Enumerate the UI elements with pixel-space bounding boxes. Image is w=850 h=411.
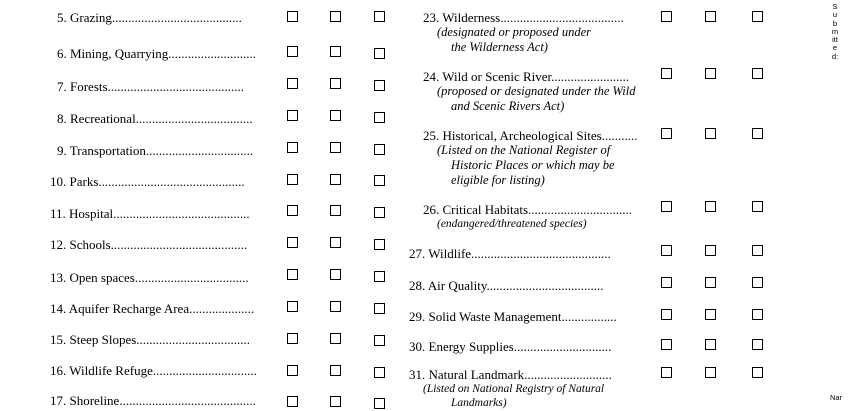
checkbox-24-c[interactable] [752, 68, 763, 79]
right-item-23: 23. Wilderness...................................... [423, 10, 624, 25]
checkbox-28-c[interactable] [752, 277, 763, 288]
checkbox-12-c[interactable] [374, 239, 385, 250]
checkbox-10-c[interactable] [374, 175, 385, 186]
checkbox-15-c[interactable] [374, 335, 385, 346]
checkbox-14-b[interactable] [330, 301, 341, 312]
checkbox-9-c[interactable] [374, 144, 385, 155]
checkbox-5-b[interactable] [330, 11, 341, 22]
checkbox-30-c[interactable] [752, 339, 763, 350]
right-item-25: 25. Historical, Archeological Sites........... [423, 128, 638, 143]
checkbox-7-a[interactable] [287, 78, 298, 89]
right-item-31-note-2: Landmarks) [451, 397, 507, 409]
checkbox-13-b[interactable] [330, 269, 341, 280]
checkbox-16-b[interactable] [330, 365, 341, 376]
checkbox-14-a[interactable] [287, 301, 298, 312]
right-item-31: 31. Natural Landmark........................... [409, 367, 612, 382]
checkbox-13-c[interactable] [374, 271, 385, 282]
right-item-23-note-2: the Wilderness Act) [451, 40, 548, 54]
checkbox-29-a[interactable] [661, 309, 672, 320]
checkbox-7-b[interactable] [330, 78, 341, 89]
right-item-25-note-3: eligible for listing) [451, 173, 545, 187]
left-item-13: 13. Open spaces................................... [50, 270, 249, 285]
right-item-24: 24. Wild or Scenic River........................ [423, 69, 630, 84]
checkbox-17-a[interactable] [287, 396, 298, 407]
checkbox-31-c[interactable] [752, 367, 763, 378]
left-item-8: 8. Recreational.................................... [57, 111, 253, 126]
right-item-25-note-2: Historic Places or which may be [451, 158, 615, 172]
checkbox-27-b[interactable] [705, 245, 716, 256]
submitted-letter: b [832, 18, 838, 28]
checkbox-12-b[interactable] [330, 237, 341, 248]
right-item-31-note-1: (Listed on National Registry of Natural [423, 383, 605, 395]
checkbox-30-a[interactable] [661, 339, 672, 350]
left-item-12: 12. Schools.......................................... [50, 237, 248, 252]
right-item-26-note-1: (endangered/threatened species) [437, 218, 587, 230]
checkbox-17-b[interactable] [330, 396, 341, 407]
checkbox-26-a[interactable] [661, 201, 672, 212]
submitted-letter: m [831, 26, 839, 36]
checkbox-14-c[interactable] [374, 303, 385, 314]
checkbox-28-a[interactable] [661, 277, 672, 288]
submitted-vertical-label [828, 3, 842, 61]
checkbox-28-b[interactable] [705, 277, 716, 288]
checkbox-8-c[interactable] [374, 112, 385, 123]
checkbox-25-a[interactable] [661, 128, 672, 139]
checkbox-12-a[interactable] [287, 237, 298, 248]
checkbox-29-c[interactable] [752, 309, 763, 320]
name-label-cut: Nar [830, 393, 843, 402]
checkbox-23-c[interactable] [752, 11, 763, 22]
submitted-letter: S [832, 2, 838, 11]
checkbox-24-a[interactable] [661, 68, 672, 79]
left-item-10: 10. Parks............................................. [50, 174, 245, 189]
checkbox-8-b[interactable] [330, 110, 341, 121]
checkbox-11-b[interactable] [330, 205, 341, 216]
checkbox-27-a[interactable] [661, 245, 672, 256]
checkbox-23-a[interactable] [661, 11, 672, 22]
checkbox-15-a[interactable] [287, 333, 298, 344]
right-item-29: 29. Solid Waste Management................. [409, 309, 617, 324]
checkbox-16-a[interactable] [287, 365, 298, 376]
checkbox-6-b[interactable] [330, 46, 341, 57]
checkbox-26-c[interactable] [752, 201, 763, 212]
checkbox-25-c[interactable] [752, 128, 763, 139]
right-item-26: 26. Critical Habitats................................ [423, 202, 633, 217]
left-item-5: 5. Grazing........................................ [57, 10, 242, 25]
checkbox-5-a[interactable] [287, 11, 298, 22]
checkbox-31-a[interactable] [661, 367, 672, 378]
left-item-6: 6. Mining, Quarrying........................... [57, 46, 256, 61]
left-item-7: 7. Forests.......................................... [57, 79, 245, 94]
checkbox-15-b[interactable] [330, 333, 341, 344]
checkbox-6-c[interactable] [374, 48, 385, 59]
checkbox-24-b[interactable] [705, 68, 716, 79]
checkbox-11-a[interactable] [287, 205, 298, 216]
right-item-28: 28. Air Quality.................................... [409, 278, 604, 293]
submitted-letter: d: [831, 51, 839, 61]
checkbox-31-b[interactable] [705, 367, 716, 378]
checkbox-7-c[interactable] [374, 80, 385, 91]
checkbox-9-b[interactable] [330, 142, 341, 153]
right-item-27: 27. Wildlife........................................... [409, 246, 611, 261]
checkbox-9-a[interactable] [287, 142, 298, 153]
checkbox-26-b[interactable] [705, 201, 716, 212]
checkbox-13-a[interactable] [287, 269, 298, 280]
checkbox-10-a[interactable] [287, 174, 298, 185]
submitted-letter: u [832, 10, 838, 20]
checkbox-16-c[interactable] [374, 367, 385, 378]
checkbox-30-b[interactable] [705, 339, 716, 350]
left-item-9: 9. Transportation................................. [57, 143, 254, 158]
checkbox-5-c[interactable] [374, 11, 385, 22]
checkbox-25-b[interactable] [705, 128, 716, 139]
left-item-11: 11. Hospital.......................................... [50, 206, 250, 221]
right-item-30: 30. Energy Supplies.............................. [409, 339, 612, 354]
left-item-15: 15. Steep Slopes................................... [50, 332, 251, 347]
right-item-25-note-1: (Listed on the National Register of [437, 143, 611, 157]
checkbox-11-c[interactable] [374, 207, 385, 218]
submitted-letter: e [832, 43, 838, 53]
right-item-24-note-1: (proposed or designated under the Wild [437, 84, 636, 98]
left-item-17: 17. Shoreline.......................................... [50, 393, 256, 408]
checkbox-23-b[interactable] [705, 11, 716, 22]
right-item-24-note-2: and Scenic Rivers Act) [451, 99, 565, 113]
left-item-16: 16. Wildlife Refuge................................ [50, 363, 257, 378]
checkbox-6-a[interactable] [287, 46, 298, 57]
checkbox-10-b[interactable] [330, 174, 341, 185]
right-item-23-note-1: (designated or proposed under [437, 25, 592, 39]
checkbox-29-b[interactable] [705, 309, 716, 320]
left-item-14: 14. Aquifer Recharge Area.................... [50, 301, 255, 316]
checkbox-8-a[interactable] [287, 110, 298, 121]
checkbox-27-c[interactable] [752, 245, 763, 256]
submitted-letter: itt [832, 35, 838, 45]
